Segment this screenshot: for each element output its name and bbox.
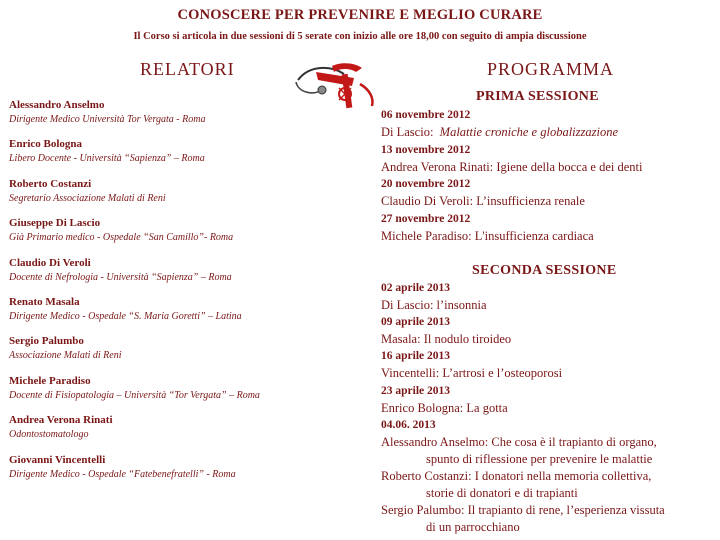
speaker-name: Michele Paradiso — [9, 374, 91, 387]
speaker-item — [9, 98, 339, 137]
speaker-item — [9, 374, 339, 413]
speaker-name: Renato Masala — [9, 295, 80, 308]
speaker-item — [9, 413, 339, 452]
speaker-role: Dirigente Medico - Ospedale “Fatebenefratelli” - Roma — [9, 468, 236, 480]
speaker-name: Andrea Verona Rinati — [9, 414, 113, 427]
session-date: 04.06. 2013 — [381, 418, 436, 431]
speaker-name: Roberto Costanzi — [9, 177, 92, 190]
speaker-item — [9, 334, 339, 373]
session-talk-continued: storie di donatori e di trapianti — [426, 486, 578, 501]
page-title: CONOSCERE PER PREVENIRE E MEGLIO CURARE — [177, 7, 543, 23]
session-date: 06 novembre 2012 — [381, 109, 471, 121]
session-talk-continued: di un parrocchiano — [426, 520, 520, 535]
session-talk: Vincentelli: L’artrosi e l’osteoporosi — [381, 366, 563, 381]
session-date: 09 aprile 2013 — [381, 316, 450, 329]
prima-sessione-list — [381, 107, 711, 245]
session-date: 13 novembre 2012 — [381, 143, 471, 156]
session-talk: Di Lascio: l’insonnia — [381, 298, 487, 313]
session-talk: Andrea Verona Rinati: Igiene della bocca e dei denti — [381, 159, 643, 174]
speaker-item — [9, 256, 339, 295]
session-talk: Masala: Il nodulo tiroideo — [381, 332, 512, 347]
session-talk: Sergio Palumbo: Il trapianto di rene, l’esperienza vissuta — [381, 503, 665, 518]
speaker-item — [9, 295, 339, 334]
session-date: 27 novembre 2012 — [381, 212, 471, 225]
programma-heading: PROGRAMMA — [487, 59, 615, 79]
speaker-list — [9, 98, 339, 492]
session-talk: Roberto Costanzi: I donatori nella memoria collettiva, — [381, 469, 652, 484]
talk-speaker: Di Lascio: — [381, 125, 434, 140]
speaker-name: Enrico Bologna — [9, 138, 83, 151]
seconda-sessione-title: SECONDA SESSIONE — [472, 263, 617, 278]
prima-sessione-title: PRIMA SESSIONE — [476, 89, 599, 104]
session-talk: Enrico Bologna: La gotta — [381, 400, 508, 415]
speaker-name: Giovanni Vincentelli — [9, 453, 106, 466]
speaker-name: Claudio Di Veroli — [9, 256, 91, 269]
speaker-role: Docente di Nefrologia - Università “Sapienza” – Roma — [9, 271, 232, 283]
speaker-item — [9, 216, 339, 255]
speaker-name: Sergio Palumbo — [9, 335, 84, 348]
session-talk — [381, 124, 711, 141]
session-date: 16 aprile 2013 — [381, 350, 450, 363]
page-subtitle: Il Corso si articola in due sessioni di 5 serate con inizio alle ore 18,00 con seguito di ampia discussione — [133, 31, 587, 42]
speaker-role: Docente di Fisiopatologia – Università “Tor Vergata” – Roma — [9, 389, 260, 401]
speaker-item — [9, 453, 339, 492]
session-date: 20 novembre 2012 — [381, 178, 471, 191]
speaker-role: Già Primario medico - Ospedale “San Camillo”- Roma — [9, 232, 234, 244]
session-date: 23 aprile 2013 — [381, 384, 450, 397]
speaker-role: Dirigente Medico Università Tor Vergata - Roma — [9, 114, 206, 125]
speaker-role: Dirigente Medico - Ospedale “S. Maria Goretti” – Latina — [9, 310, 242, 322]
speaker-name: Alessandro Anselmo — [9, 99, 105, 111]
session-date: 02 aprile 2013 — [381, 282, 450, 294]
speaker-role: Libero Docente - Università “Sapienza” – Roma — [9, 153, 205, 165]
session-talk: Claudio Di Veroli: L’insufficienza renale — [381, 194, 585, 209]
session-talk: Michele Paradiso: L'insufficienza cardiaca — [381, 229, 594, 244]
seconda-sessione-list — [381, 280, 711, 536]
speaker-item — [9, 137, 339, 176]
speaker-role: Odontostomatologo — [9, 429, 89, 441]
speaker-role: Associazione Malati di Reni — [9, 350, 122, 362]
speaker-role: Segretario Associazione Malati di Reni — [9, 192, 166, 204]
speaker-name: Giuseppe Di Lascio — [9, 217, 101, 230]
session-talk-continued: spunto di riflessione per prevenire le malattie — [426, 451, 653, 466]
session-talk: Alessandro Anselmo: Che cosa è il trapianto di organo, — [381, 434, 657, 449]
speaker-item — [9, 177, 339, 216]
talk-topic: Malattie croniche e globalizzazione — [439, 125, 618, 140]
relatori-heading: RELATORI — [140, 59, 235, 79]
